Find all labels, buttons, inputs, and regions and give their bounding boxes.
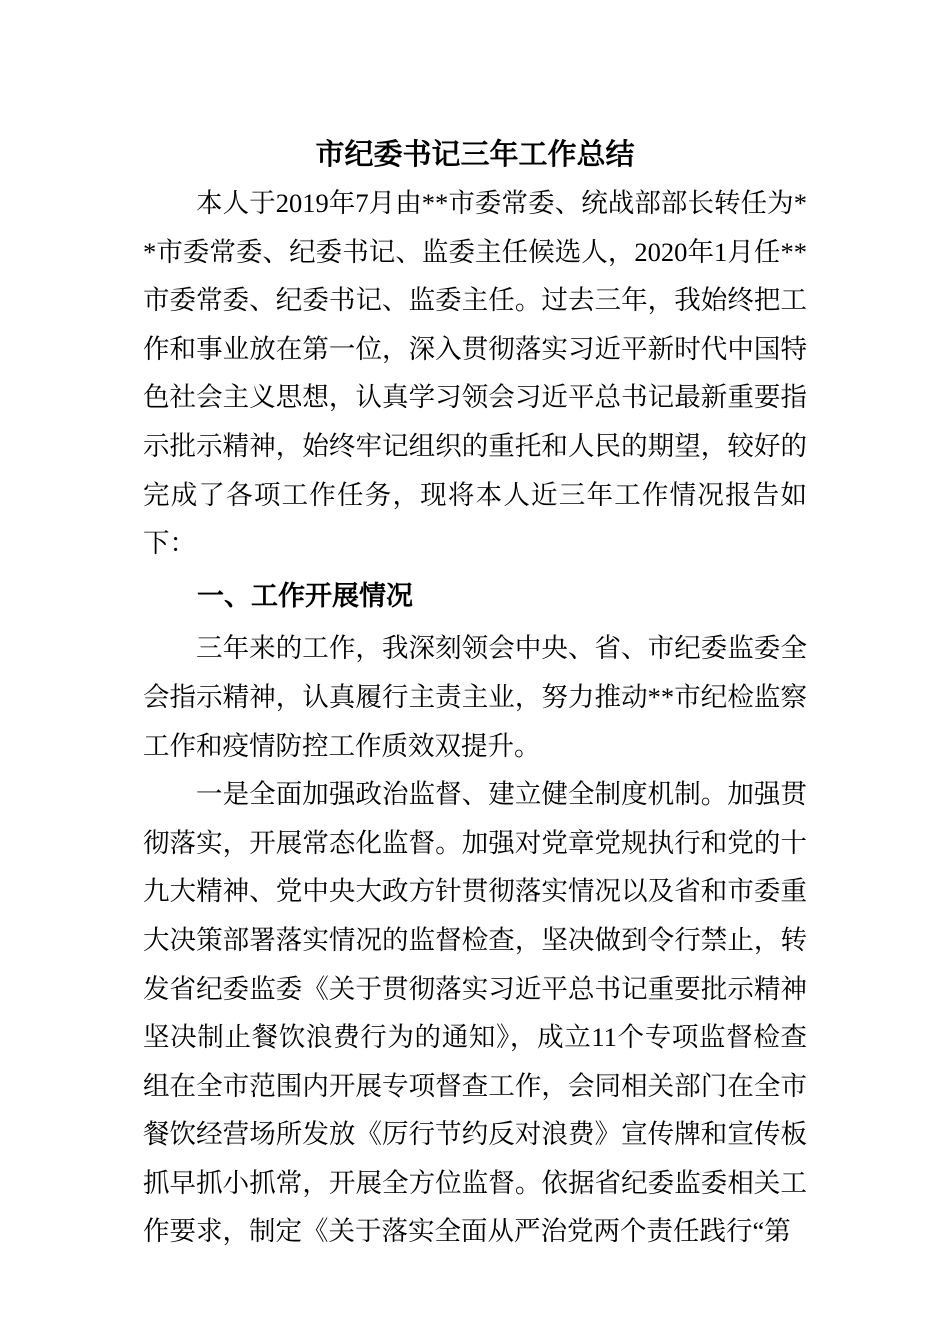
document-title: 市纪委书记三年工作总结 (315, 139, 635, 171)
paragraph-section-summary: 三年来的工作，我深刻领会中央、省、市纪委监委全会指示精神，认真履行主责主业，努力推动**市纪检监察工作和疫情防控工作质效双提升。 (143, 633, 807, 761)
paragraph-intro: 本人于2019年7月由**市委常委、统战部部长转任为**市委常委、纪委书记、监委主任候选人，2020年1月任**市委常委、纪委书记、监委主任。过去三年，我始终把工作和事业放在第一位，深入贯彻落实习近平新时代中国特色社会主义思想，认真学习领会习近平总书记最新重要指示批示精神，始终牢记组织的重托和人民的期望，较好的完成了各项工作任务，现将本人近三年工作情况报告如下： (143, 188, 807, 559)
section-heading-work-progress: 一、工作开展情况 (197, 580, 413, 611)
paragraph-political-supervision: 一是全面加强政治监督、建立健全制度机制。加强贯彻落实，开展常态化监督。加强对党章党规执行和党的十九大精神、党中央大政方针贯彻落实情况以及省和市委重大决策部署落实情况的监督检查，坚决做到令行禁止，转发省纪委监委《关于贯彻落实习近平总书记重要批示精神坚决制止餐饮浪费行为的通知》，成立11个专项监督检查组在全市范围内开展专项督查工作，会同相关部门在全市餐饮经营场所发放《厉行节约反对浪费》宣传牌和宣传板抓早抓小抓常，开展全方位监督。依据省纪委监委相关工作要求，制定《关于落实全面从严治党两个责任践行“第 (143, 779, 807, 1247)
